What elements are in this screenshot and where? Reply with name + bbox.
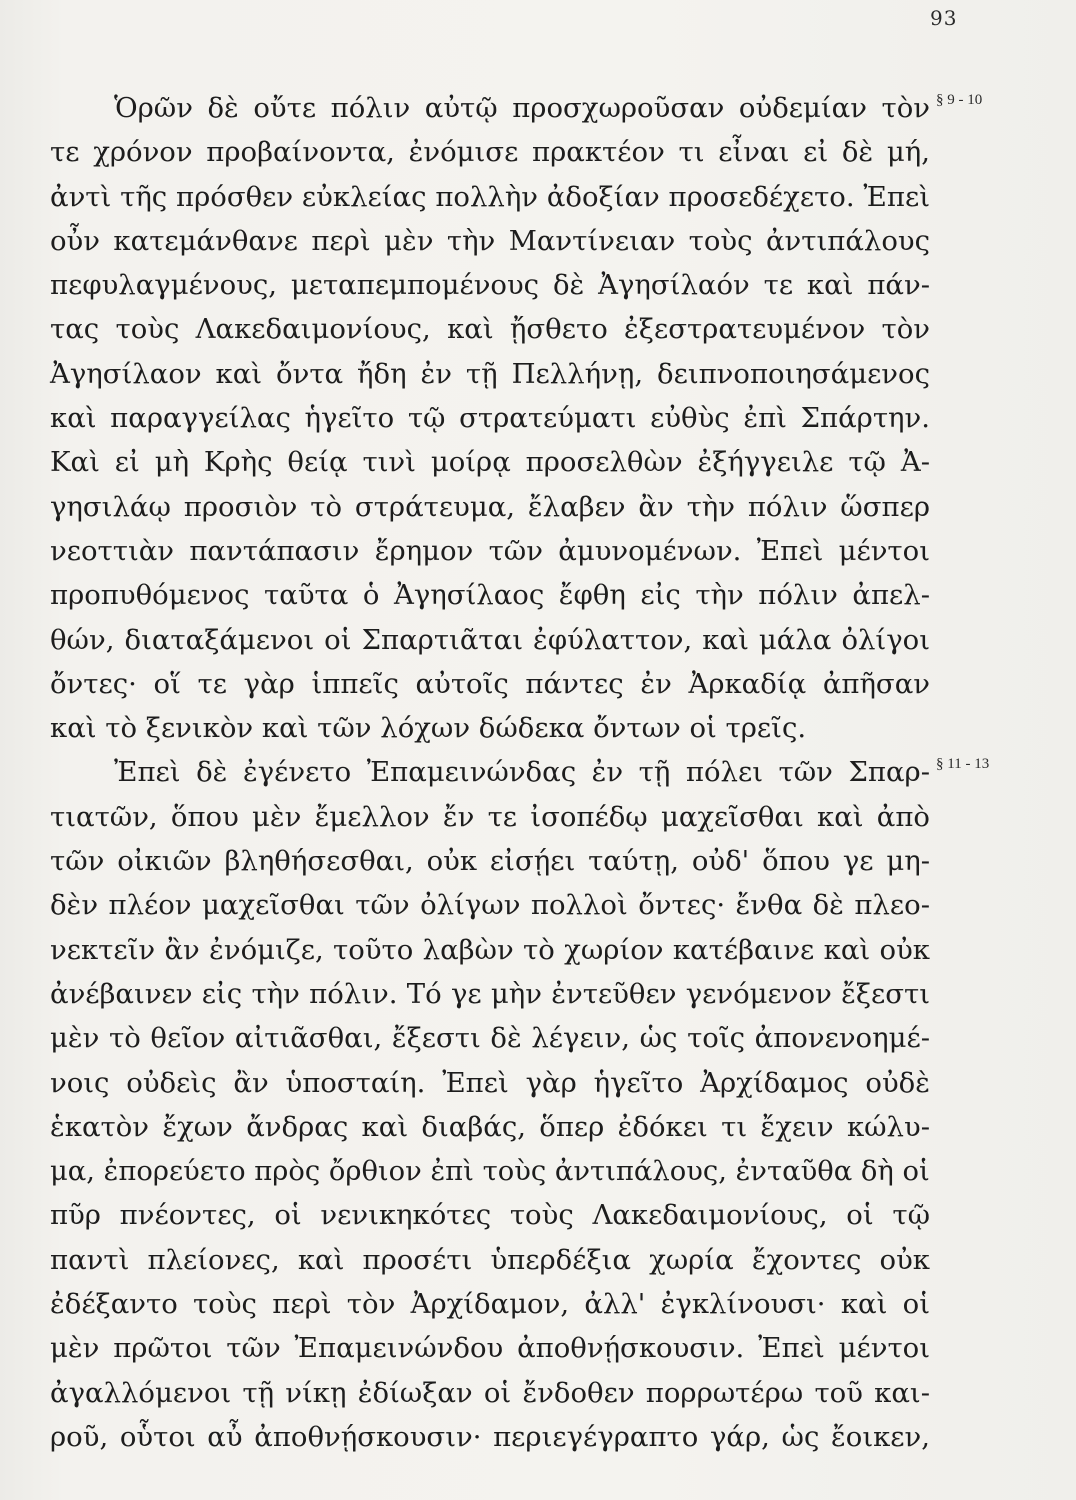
text-line: ροῦ, οὗτοι αὖ ἀποθνῄσκουσιν· περιεγέγραπτο γάρ, ὡς ἔοικεν, — [50, 1420, 930, 1453]
margin-note-section-11-13: § 11 - 13 — [936, 756, 990, 772]
text-line: νεοττιὰν παντάπασιν ἔρημον τῶν ἀμυνομένων. Ἐπεὶ μέντοι — [50, 534, 930, 567]
text-line: μὲν τὸ θεῖον αἰτιᾶσθαι, ἔξεστι δὲ λέγειν, ὡς τοῖς ἀπονενοημέ- — [50, 1022, 930, 1055]
text-line: προπυθόμενος ταῦτα ὁ Ἀγησίλαος ἔφθη εἰς τὴν πόλιν ἀπελ- — [50, 579, 930, 612]
text-line: δὲν πλέον μαχεῖσθαι τῶν ὀλίγων πολλοὶ ὄντες· ἔνθα δὲ πλεο- — [50, 889, 930, 922]
main-text — [50, 86, 930, 1459]
text-line: ἐδέξαντο τοὺς περὶ τὸν Ἀρχίδαμον, ἀλλ' ἐγκλίνουσι· καὶ οἱ — [50, 1288, 930, 1321]
text-line: οὖν κατεμάνθανε περὶ μὲν τὴν Μαντίνειαν τοὺς ἀντιπάλους — [50, 224, 930, 257]
text-line: τιατῶν, ὅπου μὲν ἔμελλον ἔν τε ἰσοπέδῳ μαχεῖσθαι καὶ ἀπὸ — [50, 800, 930, 833]
text-line: τῶν οἰκιῶν βληθήσεσθαι, οὐκ εἰσῄει ταύτῃ, οὐδ' ὅπου γε μη- — [50, 845, 930, 878]
text-line: τε χρόνον προβαίνοντα, ἐνόμισε πρακτέον τι εἶναι εἰ δὲ μή, — [50, 136, 930, 169]
text-line: καὶ παραγγείλας ἡγεῖτο τῷ στρατεύματι εὐθὺς ἐπὶ Σπάρτην. — [50, 402, 930, 435]
text-line: τας τοὺς Λακεδαιμονίους, καὶ ᾔσθετο ἐξεστρατευμένον τὸν — [50, 313, 930, 346]
text-line: Ὁρῶν δὲ οὔτε πόλιν αὐτῷ προσχωροῦσαν οὐδεμίαν τὸν — [114, 92, 930, 124]
text-line: μα, ἐπορεύετο πρὸς ὄρθιον ἐπὶ τοὺς ἀντιπάλους, ἐνταῦθα δὴ οἱ — [50, 1155, 930, 1188]
text-line: ἀντὶ τῆς πρόσθεν εὐκλείας πολλὴν ἀδοξίαν προσεδέχετο. Ἐπεὶ — [50, 180, 930, 213]
text-line: Ἀγησίλαον καὶ ὄντα ἤδη ἐν τῇ Πελλήνῃ, δειπνοποιησάμενος — [50, 357, 930, 390]
text-line: νοις οὐδεὶς ἂν ὑποσταίη. Ἐπεὶ γὰρ ἡγεῖτο Ἀρχίδαμος οὐδὲ — [50, 1066, 930, 1099]
text-line: πεφυλαγμένους, μεταπεμπομένους δὲ Ἀγησίλαόν τε καὶ πάν- — [50, 269, 930, 302]
text-line: Καὶ εἰ μὴ Κρὴς θείᾳ τινὶ μοίρᾳ προσελθὼν ἐξήγγειλε τῷ Ἀ- — [50, 446, 930, 479]
text-line: πῦρ πνέοντες, οἱ νενικηκότες τοὺς Λακεδαιμονίους, οἱ τῷ — [50, 1199, 930, 1232]
text-line: ὄντες· οἵ τε γὰρ ἱππεῖς αὐτοῖς πάντες ἐν Ἀρκαδίᾳ ἀπῆσαν — [50, 667, 930, 700]
text-line: γησιλάῳ προσιὸν τὸ στράτευμα, ἔλαβεν ἂν τὴν πόλιν ὥσπερ — [50, 490, 930, 523]
text-line: μὲν πρῶτοι τῶν Ἐπαμεινώνδου ἀποθνῄσκουσιν. Ἐπεὶ μέντοι — [50, 1332, 930, 1365]
page-number: 93 — [930, 6, 958, 30]
text-line: Ἐπεὶ δὲ ἐγένετο Ἐπαμεινώνδας ἐν τῇ πόλει τῶν Σπαρ- — [114, 756, 930, 789]
paragraph-1 — [50, 86, 930, 750]
text-line: νεκτεῖν ἂν ἐνόμιζε, τοῦτο λαβὼν τὸ χωρίον κατέβαινε καὶ οὐκ — [50, 933, 930, 966]
text-line: ἑκατὸν ἔχων ἄνδρας καὶ διαβάς, ὅπερ ἐδόκει τι ἔχειν κώλυ- — [50, 1110, 930, 1143]
text-line: ἀνέβαινεν εἰς τὴν πόλιν. Τό γε μὴν ἐντεῦθεν γενόμενον ἔξεστι — [50, 977, 930, 1010]
paragraph-2 — [50, 750, 930, 1459]
margin-note-section-9-10: § 9 - 10 — [936, 92, 983, 108]
text-line: ἀγαλλόμενοι τῇ νίκῃ ἐδίωξαν οἱ ἔνδοθεν πορρωτέρω τοῦ και- — [50, 1376, 930, 1409]
text-line: καὶ τὸ ξενικὸν καὶ τῶν λόχων δώδεκα ὄντων οἱ τρεῖς. — [50, 712, 807, 745]
text-line: θών, διαταξάμενοι οἱ Σπαρτιᾶται ἐφύλαττον, καὶ μάλα ὀλίγοι — [50, 623, 930, 656]
text-line: παντὶ πλείονες, καὶ προσέτι ὑπερδέξια χωρία ἔχοντες οὐκ — [50, 1243, 930, 1276]
